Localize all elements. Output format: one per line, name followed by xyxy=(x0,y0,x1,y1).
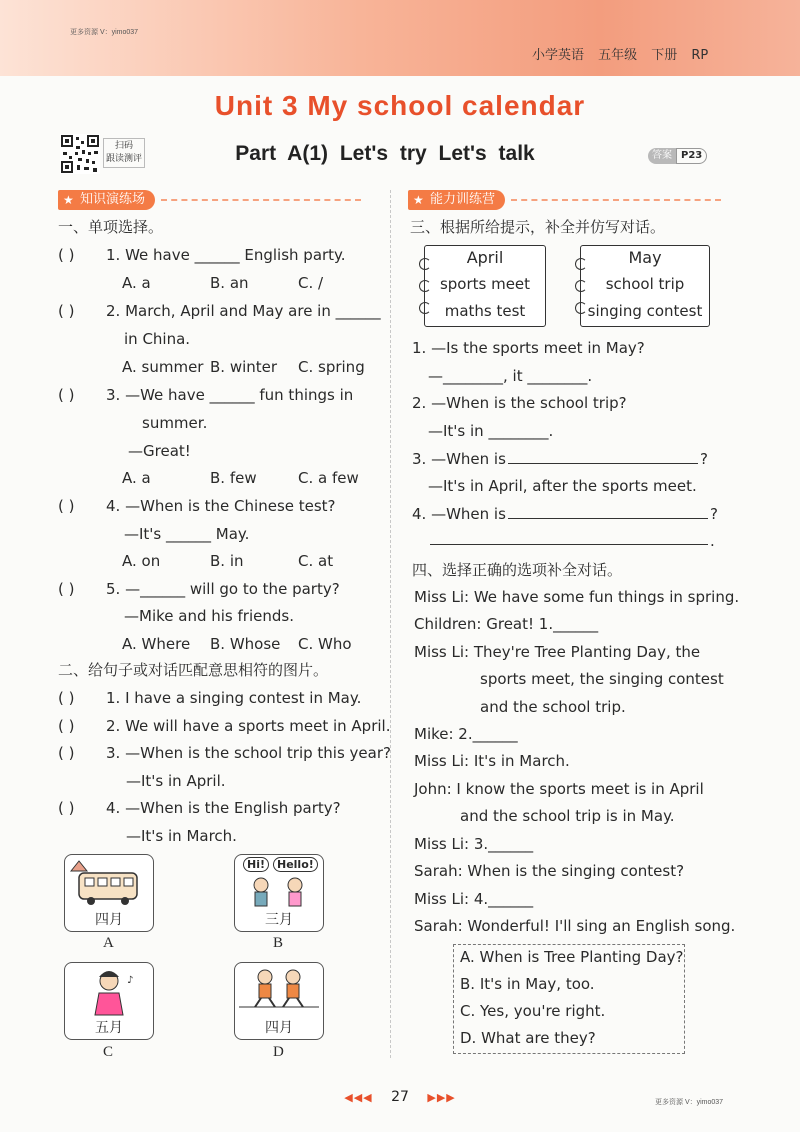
m1-paren[interactable]: ( ) xyxy=(58,689,75,707)
q2-option-a: A. summer xyxy=(122,358,204,376)
april-box-item-1: sports meet xyxy=(439,275,531,293)
q4-option-b: B. in xyxy=(210,552,244,570)
q2-paren[interactable]: ( ) xyxy=(58,302,75,320)
choice-d: D. What are they? xyxy=(460,1029,596,1047)
dialog-line-11: Sarah: When is the singing contest? xyxy=(414,862,685,880)
bubble-hello: Hello! xyxy=(273,857,318,872)
section-dash xyxy=(161,199,361,201)
answer-page: P23 xyxy=(676,148,707,164)
page-subtitle: Part A(1) Let's try Let's talk xyxy=(235,142,535,165)
q5-option-b: B. Whose xyxy=(210,635,281,653)
q5-option-c: C. Who xyxy=(298,635,352,653)
d4-qmark: ? xyxy=(710,505,718,523)
prev-arrows-icon[interactable]: ◀◀◀ xyxy=(344,1091,373,1104)
d3-question: 3. —When is xyxy=(412,450,506,468)
header-banner xyxy=(0,0,800,76)
choice-c: C. Yes, you're right. xyxy=(460,1002,606,1020)
dialog-line-12: Miss Li: 4.______ xyxy=(414,890,534,908)
picture-d-month: 四月 xyxy=(265,1020,293,1036)
picture-d xyxy=(234,962,324,1040)
bus-icon xyxy=(65,855,153,911)
picture-c xyxy=(64,962,154,1040)
q4-option-c: C. at xyxy=(298,552,334,570)
q5-reply: —Mike and his friends. xyxy=(124,607,294,625)
m4-paren[interactable]: ( ) xyxy=(58,799,75,817)
d4-answer-blank[interactable] xyxy=(430,530,708,545)
dialog-line-6: Mike: 2.______ xyxy=(414,725,518,743)
section-tag-label: ★ 知识演练场 xyxy=(58,190,155,210)
q3-text: 3. —We have ______ fun things in xyxy=(106,386,354,404)
choices-box xyxy=(453,944,685,1054)
part1-heading: 一、单项选择。 xyxy=(58,218,164,236)
d1-question: 1. —Is the sports meet in May? xyxy=(412,339,645,357)
april-box-item-2: maths test xyxy=(444,302,526,320)
section-tag-knowledge xyxy=(58,190,361,210)
scan-label-2: 跟读测评 xyxy=(106,154,143,164)
picture-c-month: 五月 xyxy=(95,1020,123,1036)
picture-a xyxy=(64,854,154,932)
q3-paren[interactable]: ( ) xyxy=(58,386,75,404)
q5-option-a: A. Where xyxy=(122,635,191,653)
q5-text: 5. —______ will go to the party? xyxy=(106,580,340,598)
m4-text: 4. —When is the English party? xyxy=(106,799,341,817)
dialog-line-7: Miss Li: It's in March. xyxy=(414,752,570,770)
q3-option-b: B. few xyxy=(210,469,257,487)
column-divider xyxy=(390,190,391,1058)
next-arrows-icon[interactable]: ▶▶▶ xyxy=(427,1091,456,1104)
dialog-line-10: Miss Li: 3.______ xyxy=(414,835,534,853)
scan-label-1: 扫码 xyxy=(115,141,134,151)
picture-d-letter: D xyxy=(273,1044,284,1060)
m4-reply: —It's in March. xyxy=(126,827,237,845)
m2-paren[interactable]: ( ) xyxy=(58,717,75,735)
d2-answer[interactable]: —It's in ________. xyxy=(428,422,554,440)
d4-dot: . xyxy=(710,532,715,550)
q2-cont: in China. xyxy=(124,330,191,348)
q4-reply: —It's ______ May. xyxy=(124,525,250,543)
dialog-line-3: Miss Li: They're Tree Planting Day, the xyxy=(414,643,701,661)
april-box-month: April xyxy=(466,248,504,267)
page-title: Unit 3 My school calendar xyxy=(214,90,586,121)
may-box-month: May xyxy=(628,248,662,267)
q1-option-c: C. / xyxy=(298,274,324,292)
part4-heading: 四、选择正确的选项补全对话。 xyxy=(412,561,623,579)
section-tag-ability xyxy=(408,190,721,210)
april-box xyxy=(424,245,546,327)
breadcrumb: 小学英语 五年级 下册 RP xyxy=(532,48,709,63)
m3-text: 3. —When is the school trip this year? xyxy=(106,744,391,762)
d3-answer: —It's in April, after the sports meet. xyxy=(428,477,697,495)
dialog-line-13: Sarah: Wonderful! I'll sing an English song. xyxy=(414,917,736,935)
m3-reply: —It's in April. xyxy=(126,772,226,790)
d4-blank[interactable] xyxy=(508,504,708,519)
dialog-line-1: Miss Li: We have some fun things in spring. xyxy=(414,588,740,606)
answer-badge[interactable] xyxy=(648,148,707,164)
q1-option-b: B. an xyxy=(210,274,249,292)
answer-label: 答案 xyxy=(648,148,676,164)
q3-option-a: A. a xyxy=(122,469,151,487)
q4-paren[interactable]: ( ) xyxy=(58,497,75,515)
picture-a-letter: A xyxy=(103,935,114,951)
d4-question: 4. —When is xyxy=(412,505,506,523)
q1-option-a: A. a xyxy=(122,274,151,292)
q4-text: 4. —When is the Chinese test? xyxy=(106,497,336,515)
bubble-hi: Hi! xyxy=(243,857,269,872)
q1-text: 1. We have ______ English party. xyxy=(106,246,346,264)
picture-b-month: 三月 xyxy=(265,912,293,928)
q2-option-b: B. winter xyxy=(210,358,278,376)
d2-question: 2. —When is the school trip? xyxy=(412,394,627,412)
picture-c-letter: C xyxy=(103,1044,114,1060)
d1-answer[interactable]: —________, it ________. xyxy=(428,367,593,385)
choice-a: A. When is Tree Planting Day? xyxy=(460,948,684,966)
d3-qmark: ? xyxy=(700,450,708,468)
may-box xyxy=(580,245,710,327)
m1-text: 1. I have a singing contest in May. xyxy=(106,689,362,707)
part2-heading: 二、给句子或对话匹配意思相符的图片。 xyxy=(58,661,329,679)
may-box-item-2: singing contest xyxy=(587,302,703,320)
section-dash xyxy=(511,199,721,201)
dialog-line-4: sports meet, the singing contest xyxy=(480,670,724,688)
dialog-line-2: Children: Great! 1.______ xyxy=(414,615,599,633)
q4-option-a: A. on xyxy=(122,552,161,570)
picture-a-month: 四月 xyxy=(95,912,123,928)
dialog-line-8: John: I know the sports meet is in April xyxy=(414,780,704,798)
q5-paren[interactable]: ( ) xyxy=(58,580,75,598)
d3-blank[interactable] xyxy=(508,449,698,464)
m3-paren[interactable]: ( ) xyxy=(58,744,75,762)
q1-paren[interactable]: ( ) xyxy=(58,246,75,264)
dialog-line-9: and the school trip is in May. xyxy=(460,807,675,825)
q3-option-c: C. a few xyxy=(298,469,359,487)
picture-b xyxy=(234,854,324,932)
q2-option-c: C. spring xyxy=(298,358,365,376)
watermark-bottom: 更多资源 V：yimo037 xyxy=(655,1099,724,1106)
q3-cont: summer. xyxy=(142,414,208,432)
part3-heading: 三、根据所给提示，补全并仿写对话。 xyxy=(410,218,666,236)
watermark-top: 更多资源 V：yimo037 xyxy=(70,29,139,36)
choice-b: B. It's in May, too. xyxy=(460,975,595,993)
page-number: 27 xyxy=(391,1089,409,1105)
girl-singing-icon xyxy=(65,963,153,1019)
picture-b-letter: B xyxy=(273,935,284,951)
m2-text: 2. We will have a sports meet in April. xyxy=(106,717,391,735)
may-box-item-1: school trip xyxy=(605,275,685,293)
runners-icon xyxy=(235,963,323,1019)
q2-text: 2. March, April and May are in ______ xyxy=(106,302,381,320)
svg-text:♪: ♪ xyxy=(127,975,134,986)
section-tag-label: ★ 能力训练营 xyxy=(408,190,505,210)
q3-reply: —Great! xyxy=(128,442,191,460)
dialog-line-5: and the school trip. xyxy=(480,698,626,716)
